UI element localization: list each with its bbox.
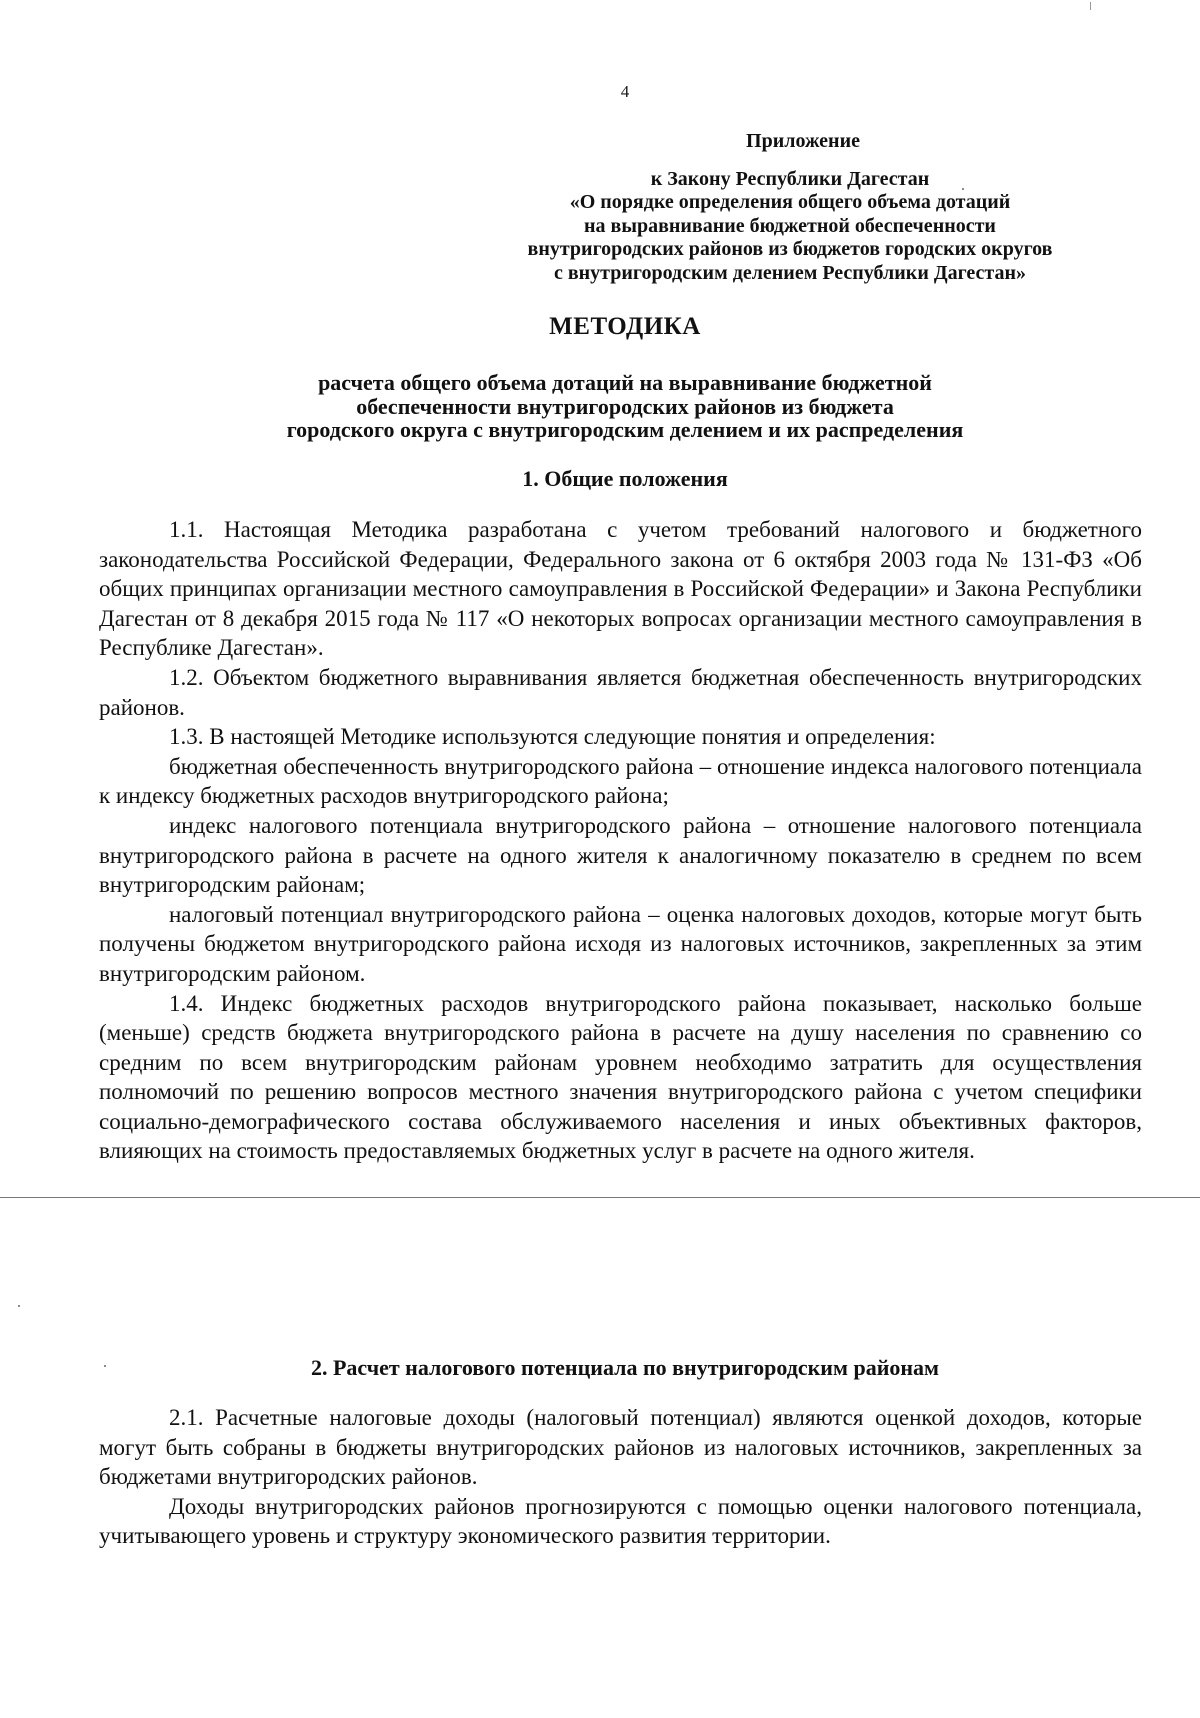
subtitle-line: городского округа с внутригородским делением и их распределения [286, 417, 964, 442]
subtitle-line: обеспеченности внутригородских районов из бюджета [356, 393, 894, 419]
paragraph: 1.2. Объектом бюджетного выравнивания является бюджетная обеспеченность внутригородских районов. [99, 664, 1142, 720]
section-2-body [99, 1403, 1142, 1551]
annex-line: с внутригородским делением Республики Дагестан» [553, 261, 1027, 284]
page-number: 4 [620, 82, 630, 101]
annex-line: внутригородских районов из бюджетов городских округов [527, 238, 1053, 260]
scan-edge-mark [1090, 2, 1091, 10]
document-title: МЕТОДИКА [549, 313, 701, 340]
paragraph: 2.1. Расчетные налоговые доходы (налоговый потенциал) являются оценкой доходов, которые могут быть собраны в бюджеты внутригородских районов из налоговых источников, закрепленных за бюджетами внутригородских районов. [99, 1405, 1142, 1490]
document-subtitle [100, 371, 1150, 442]
paragraph: налоговый потенциал внутригородского района – оценка налоговых доходов, которые могут быть получены бюджетом внутригородского района исходя из налоговых источников, закрепленных за этим внутригородским районом. [99, 901, 1142, 986]
paragraph: бюджетная обеспеченность внутригородского района – отношение индекса налогового потенциала к индексу бюджетных расходов внутригородского района; [99, 753, 1142, 809]
paragraph: 1.4. Индекс бюджетных расходов внутригородского района показывает, насколько больше (меньше) средств бюджета внутригородского района в расчете на душу населения по сравнению со средним по всем внутригородским районам уровнем необходимо затратить для осуществления полномочий по решению вопросов местного значения внутригородского района с учетом специфики социально-демографического состава обслуживаемого населения и иных объективных факторов, влияющих на стоимость предоставляемых бюджетных услуг в расчете на одного жителя. [99, 990, 1142, 1164]
annex-title: Приложение [746, 130, 860, 152]
paragraph: 1.1. Настоящая Методика разработана с учетом требований налогового и бюджетного законодательства Российской Федерации, Федерального закона от 6 октября 2003 года № 131-ФЗ «Об общих принципах организации местного самоуправления в Российской Федерации» и Закона Республики Дагестан от 8 декабря 2015 года № 117 «О некоторых вопросах организации местного самоуправления в Республике Дагестан». [99, 517, 1142, 661]
paragraph: 1.3. В настоящей Методике используются следующие понятия и определения: [169, 724, 936, 750]
annex-line: «О порядке определения общего объема дотаций [569, 191, 1011, 213]
scan-speck [18, 1305, 20, 1307]
annex-line: к Закону Республики Дагестан [650, 167, 930, 190]
annex-header [440, 130, 1140, 285]
section-2-heading: 2. Расчет налогового потенциала по внутригородским районам [310, 1355, 940, 1380]
subtitle-line: расчета общего объема дотаций на выравнивание бюджетной [318, 370, 932, 395]
paragraph: Доходы внутригородских районов прогнозируются с помощью оценки налогового потенциала, учитывающего уровень и структуру экономического развития территории. [99, 1493, 1142, 1549]
section-1-body [99, 515, 1142, 1166]
paragraph: индекс налогового потенциала внутригородского района – отношение налогового потенциала внутригородского района в расчете на одного жителя к аналогичному показателю в среднем по всем внутригородским районам; [99, 812, 1142, 898]
scan-strike-line [0, 1197, 1200, 1198]
section-1-heading: 1. Общие положения [522, 466, 728, 491]
annex-line: на выравнивание бюджетной обеспеченности [584, 214, 996, 237]
